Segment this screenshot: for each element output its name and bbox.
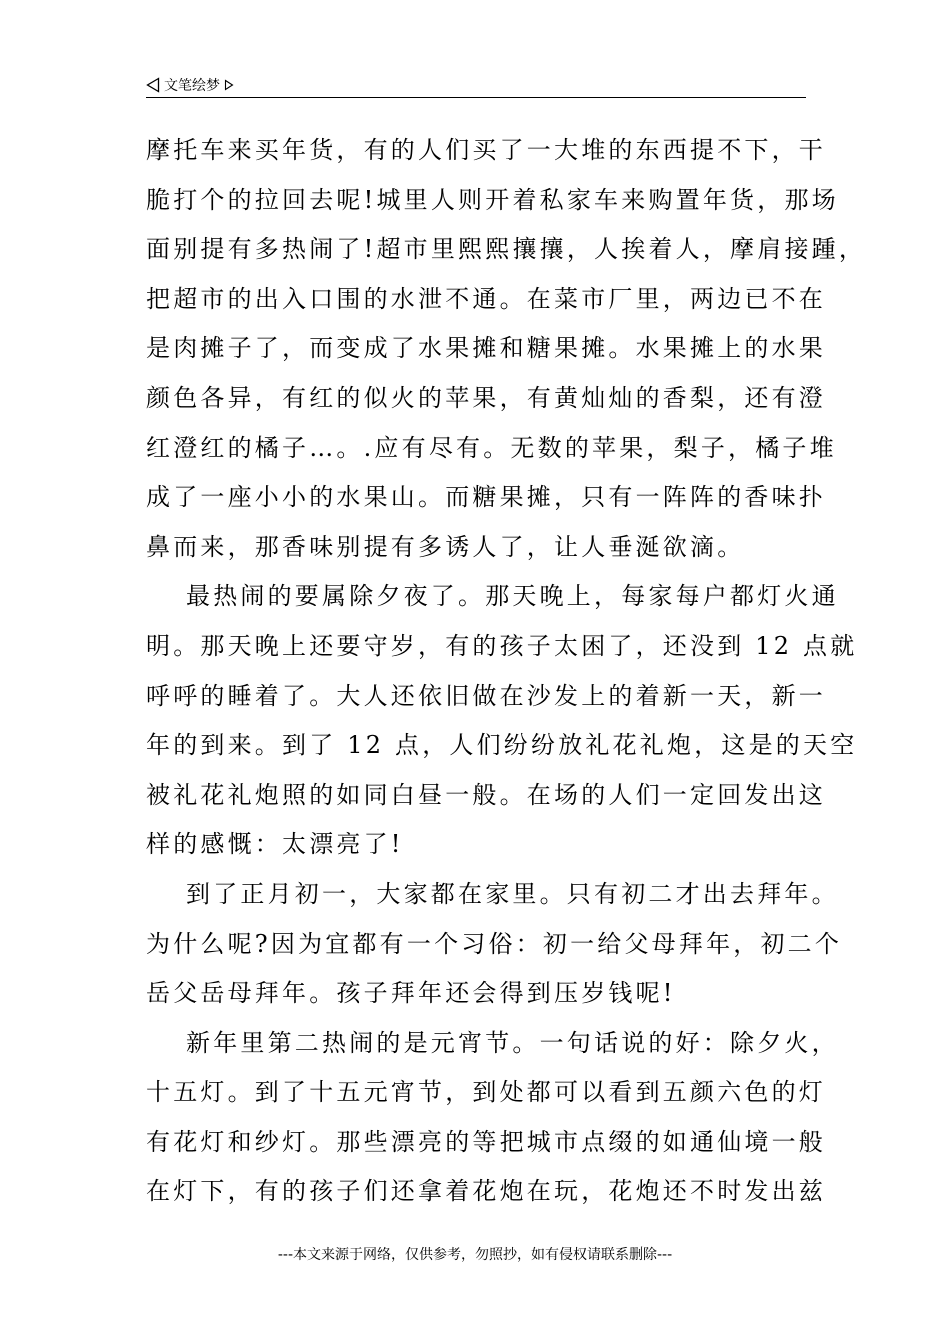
text-line: 年的到来。到了 12 点，人们纷纷放礼花礼炮，这是的天空 (146, 731, 858, 760)
footer-disclaimer: ---本文来源于网络，仅供参考，勿照抄，如有侵权请联系删除--- (277, 1247, 673, 1263)
page-header (146, 72, 234, 98)
text-line: 脆打个的拉回去呢!城里人则开着私家车来购置年货，那场 (146, 185, 839, 214)
triangle-right-icon (224, 79, 234, 91)
text-line: 岳父岳母拜年。孩子拜年还会得到压岁钱呢! (146, 979, 676, 1008)
text-line: 明。那天晚上还要守岁，有的孩子太困了，还没到 12 点就 (146, 631, 858, 660)
text-line: 红澄红的橘子…。.应有尽有。无数的苹果，梨子，橘子堆 (146, 433, 837, 462)
text-line: 颜色各异，有红的似火的苹果，有黄灿灿的香梨，还有澄 (146, 383, 826, 412)
text-line: 成了一座小小的水果山。而糖果摊，只有一阵阵的香味扑 (146, 483, 826, 512)
document-body (146, 126, 867, 1217)
text-line: 在灯下，有的孩子们还拿着花炮在玩，花炮还不时发出兹 (146, 1177, 826, 1206)
header-divider (146, 97, 806, 98)
text-line: 有花灯和纱灯。那些漂亮的等把城市点缀的如通仙境一般 (146, 1127, 826, 1156)
text-line: 到了正月初一，大家都在家里。只有初二才出去拜年。 (186, 879, 839, 908)
text-line: 样的感慨：太漂亮了! (146, 830, 404, 859)
text-line: 十五灯。到了十五元宵节，到处都可以看到五颜六色的灯 (146, 1078, 826, 1107)
text-line: 鼻而来，那香味别提有多诱人了，让人垂涎欲滴。 (146, 532, 745, 561)
text-line: 最热闹的要属除夕夜了。那天晚上，每家每户都灯火通 (186, 582, 839, 611)
text-line: 呼呼的睡着了。大人还依旧做在沙发上的着新一天，新一 (146, 681, 826, 710)
text-line: 被礼花礼炮照的如同白昼一般。在场的人们一定回发出这 (146, 780, 826, 809)
text-line: 摩托车来买年货，有的人们买了一大堆的东西提不下，干 (146, 136, 826, 164)
text-line: 为什么呢?因为宜都有一个习俗：初一给父母拜年，初二个 (146, 929, 843, 958)
triangle-left-icon (146, 77, 160, 93)
text-line: 新年里第二热闹的是元宵节。一句话说的好：除夕火， (186, 1028, 839, 1057)
text-line: 是肉摊子了，而变成了水果摊和糖果摊。水果摊上的水果 (146, 334, 826, 363)
header-title: 文笔绘梦 (164, 78, 220, 94)
text-line: 面别提有多热闹了!超市里熙熙攘攘，人挨着人，摩肩接踵， (146, 235, 867, 264)
text-line: 把超市的出入口围的水泄不通。在菜市厂里，两边已不在 (146, 284, 826, 313)
